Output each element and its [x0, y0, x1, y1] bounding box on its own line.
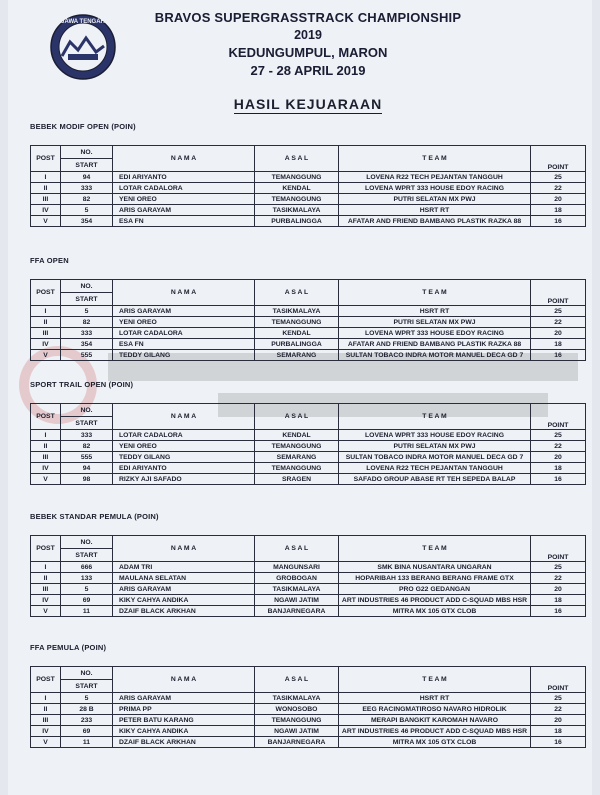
cell-start-no: 233	[61, 715, 113, 726]
cell-post: V	[31, 474, 61, 485]
results-section	[30, 512, 585, 617]
cell-start-no: 555	[61, 452, 113, 463]
cell-team: HSRT RT	[339, 205, 531, 216]
cell-start-no: 5	[61, 693, 113, 704]
results-table	[30, 279, 586, 361]
table-row	[31, 194, 586, 205]
header-start: START	[61, 159, 113, 172]
table-row	[31, 606, 586, 617]
event-year: 2019	[294, 28, 322, 42]
table-row	[31, 430, 586, 441]
table-row	[31, 715, 586, 726]
result-sheet	[8, 0, 592, 795]
cell-point: 25	[531, 562, 586, 573]
cell-point: 22	[531, 573, 586, 584]
cell-start-no: 133	[61, 573, 113, 584]
table-row	[31, 737, 586, 748]
cell-point: 25	[531, 693, 586, 704]
cell-team: ART INDUSTRIES 46 PRODUCT ADD C-SQUAD MBS HSR	[339, 726, 531, 737]
cell-post: V	[31, 606, 61, 617]
cell-nama: PETER BATU KARANG	[113, 715, 255, 726]
cell-start-no: 94	[61, 463, 113, 474]
cell-start-no: 333	[61, 328, 113, 339]
cell-team: LOVENA WPRT 333 HOUSE EDOY RACING	[339, 183, 531, 194]
header-team: T E A M	[339, 146, 531, 172]
cell-start-no: 5	[61, 205, 113, 216]
cell-start-no: 82	[61, 317, 113, 328]
results-heading-text: HASIL KEJUARAAN	[233, 96, 383, 112]
cell-post: I	[31, 172, 61, 183]
header-post: POST	[31, 280, 61, 306]
cell-team: LOVENA R22 TECH PEJANTAN TANGGUH	[339, 463, 531, 474]
section-title: SPORT TRAIL OPEN (POIN)	[30, 380, 134, 389]
cell-start-no: 11	[61, 606, 113, 617]
cell-post: V	[31, 350, 61, 361]
cell-asal: BANJARNEGARA	[255, 606, 339, 617]
cell-point: 18	[531, 463, 586, 474]
table-row	[31, 328, 586, 339]
header-point: POINT	[531, 280, 586, 306]
cell-asal: NGAWI JATIM	[255, 595, 339, 606]
cell-team: AFATAR AND FRIEND BAMBANG PLASTIK RAZKA 88	[339, 216, 531, 227]
cell-point: 20	[531, 328, 586, 339]
cell-nama: ESA FN	[113, 216, 255, 227]
results-table	[30, 145, 586, 227]
cell-post: IV	[31, 205, 61, 216]
cell-asal: TASIKMALAYA	[255, 205, 339, 216]
results-heading	[158, 96, 458, 112]
cell-start-no: 69	[61, 595, 113, 606]
cell-asal: KENDAL	[255, 430, 339, 441]
cell-post: I	[31, 430, 61, 441]
cell-team: MITRA MX 105 GTX CLOB	[339, 737, 531, 748]
cell-post: II	[31, 441, 61, 452]
cell-nama: TEDDY GILANG	[113, 350, 255, 361]
cell-post: III	[31, 194, 61, 205]
header-post: POST	[31, 536, 61, 562]
results-table	[30, 666, 586, 748]
table-row	[31, 205, 586, 216]
header-asal: A S A L	[255, 536, 339, 562]
cell-nama: YENI OREO	[113, 441, 255, 452]
cell-start-no: 82	[61, 194, 113, 205]
cell-point: 16	[531, 350, 586, 361]
section-title: BEBEK MODIF OPEN (POIN)	[30, 122, 136, 131]
table-row	[31, 573, 586, 584]
cell-post: IV	[31, 726, 61, 737]
cell-team: HOPARIBAH 133 BERANG BERANG FRAME GTX	[339, 573, 531, 584]
cell-post: II	[31, 317, 61, 328]
header-asal: A S A L	[255, 404, 339, 430]
cell-asal: SEMARANG	[255, 452, 339, 463]
table-row	[31, 562, 586, 573]
cell-nama: LOTAR CADALORA	[113, 430, 255, 441]
header-start: START	[61, 549, 113, 562]
cell-team: MERAPI BANGKIT KAROMAH NAVARO	[339, 715, 531, 726]
table-row	[31, 339, 586, 350]
cell-asal: NGAWI JATIM	[255, 726, 339, 737]
results-section	[30, 256, 585, 361]
header-no: NO.	[61, 667, 113, 680]
cell-team: MITRA MX 105 GTX CLOB	[339, 606, 531, 617]
cell-asal: PURBALINGGA	[255, 216, 339, 227]
cell-nama: KIKY CAHYA ANDIKA	[113, 595, 255, 606]
cell-start-no: 98	[61, 474, 113, 485]
cell-start-no: 354	[61, 216, 113, 227]
table-row	[31, 452, 586, 463]
header-asal: A S A L	[255, 146, 339, 172]
event-title: BRAVOS SUPERGRASSTRACK CHAMPIONSHIP	[154, 10, 462, 25]
cell-point: 22	[531, 704, 586, 715]
cell-team: PRO G22 GEDANGAN	[339, 584, 531, 595]
cell-nama: DZAIF BLACK ARKHAN	[113, 737, 255, 748]
cell-asal: TEMANGGUNG	[255, 194, 339, 205]
cell-point: 18	[531, 595, 586, 606]
cell-nama: YENI OREO	[113, 194, 255, 205]
cell-post: V	[31, 216, 61, 227]
cell-post: I	[31, 693, 61, 704]
cell-point: 18	[531, 726, 586, 737]
header-nama: N A M A	[113, 146, 255, 172]
table-row	[31, 704, 586, 715]
header-no: NO.	[61, 404, 113, 417]
cell-asal: SEMARANG	[255, 350, 339, 361]
cell-post: II	[31, 573, 61, 584]
cell-asal: TASIKMALAYA	[255, 306, 339, 317]
cell-team: ART INDUSTRIES 46 PRODUCT ADD C-SQUAD MBS HSR	[339, 595, 531, 606]
cell-nama: EDI ARIYANTO	[113, 172, 255, 183]
cell-team: LOVENA R22 TECH PEJANTAN TANGGUH	[339, 172, 531, 183]
cell-nama: YENI OREO	[113, 317, 255, 328]
table-header-row	[31, 280, 586, 293]
cell-post: IV	[31, 463, 61, 474]
cell-nama: ARIS GARAYAM	[113, 306, 255, 317]
cell-point: 25	[531, 306, 586, 317]
header-team: T E A M	[339, 667, 531, 693]
table-row	[31, 350, 586, 361]
cell-team: AFATAR AND FRIEND BAMBANG PLASTIK RAZKA 88	[339, 339, 531, 350]
header-asal: A S A L	[255, 667, 339, 693]
cell-nama: RIZKY AJI SAFADO	[113, 474, 255, 485]
event-date: 27 - 28 APRIL 2019	[250, 63, 366, 78]
cell-team: LOVENA WPRT 333 HOUSE EDOY RACING	[339, 430, 531, 441]
header-team: T E A M	[339, 536, 531, 562]
table-header-row	[31, 404, 586, 417]
cell-nama: TEDDY GILANG	[113, 452, 255, 463]
header-post: POST	[31, 146, 61, 172]
cell-team: HSRT RT	[339, 693, 531, 704]
cell-post: III	[31, 584, 61, 595]
cell-start-no: 555	[61, 350, 113, 361]
cell-start-no: 333	[61, 183, 113, 194]
section-title: BEBEK STANDAR PEMULA (POIN)	[30, 512, 159, 521]
cell-point: 20	[531, 194, 586, 205]
cell-nama: ARIS GARAYAM	[113, 205, 255, 216]
table-row	[31, 216, 586, 227]
cell-point: 20	[531, 452, 586, 463]
cell-asal: BANJARNEGARA	[255, 737, 339, 748]
cell-start-no: 69	[61, 726, 113, 737]
cell-post: V	[31, 737, 61, 748]
header-start: START	[61, 417, 113, 430]
cell-start-no: 666	[61, 562, 113, 573]
cell-team: SAFADO GROUP ABASE RT TEH SEPEDA BALAP	[339, 474, 531, 485]
cell-point: 16	[531, 474, 586, 485]
cell-point: 18	[531, 339, 586, 350]
table-header-row	[31, 146, 586, 159]
event-header	[118, 10, 498, 78]
cell-asal: TASIKMALAYA	[255, 584, 339, 595]
cell-team: SULTAN TOBACO INDRA MOTOR MANUEL DECA GD 7	[339, 350, 531, 361]
table-row	[31, 172, 586, 183]
event-location: KEDUNGUMPUL, MARON	[228, 45, 388, 60]
cell-post: III	[31, 328, 61, 339]
section-title: FFA OPEN	[30, 256, 69, 265]
cell-asal: TEMANGGUNG	[255, 317, 339, 328]
cell-team: SMK BINA NUSANTARA UNGARAN	[339, 562, 531, 573]
section-title: FFA PEMULA (POIN)	[30, 643, 107, 652]
table-row	[31, 441, 586, 452]
cell-nama: ARIS GARAYAM	[113, 693, 255, 704]
cell-nama: ARIS GARAYAM	[113, 584, 255, 595]
cell-point: 20	[531, 715, 586, 726]
cell-point: 22	[531, 317, 586, 328]
header-no: NO.	[61, 536, 113, 549]
cell-start-no: 94	[61, 172, 113, 183]
cell-start-no: 82	[61, 441, 113, 452]
cell-point: 25	[531, 430, 586, 441]
cell-team: PUTRI SELATAN MX PWJ	[339, 441, 531, 452]
cell-asal: KENDAL	[255, 183, 339, 194]
cell-asal: TEMANGGUNG	[255, 463, 339, 474]
table-row	[31, 317, 586, 328]
cell-point: 22	[531, 441, 586, 452]
cell-post: I	[31, 562, 61, 573]
cell-start-no: 11	[61, 737, 113, 748]
cell-nama: EDI ARIYANTO	[113, 463, 255, 474]
cell-point: 18	[531, 205, 586, 216]
table-row	[31, 693, 586, 704]
cell-post: III	[31, 452, 61, 463]
cell-point: 16	[531, 216, 586, 227]
table-row	[31, 463, 586, 474]
cell-start-no: 5	[61, 584, 113, 595]
logo-text: JAWA TENGAH	[61, 19, 105, 25]
cell-start-no: 354	[61, 339, 113, 350]
header-point: POINT	[531, 404, 586, 430]
cell-point: 20	[531, 584, 586, 595]
cell-asal: TEMANGGUNG	[255, 715, 339, 726]
cell-asal: GROBOGAN	[255, 573, 339, 584]
header-start: START	[61, 293, 113, 306]
header-no: NO.	[61, 146, 113, 159]
table-row	[31, 183, 586, 194]
cell-team: SULTAN TOBACO INDRA MOTOR MANUEL DECA GD 7	[339, 452, 531, 463]
results-table	[30, 403, 586, 485]
cell-team: PUTRI SELATAN MX PWJ	[339, 317, 531, 328]
table-row	[31, 726, 586, 737]
header-no: NO.	[61, 280, 113, 293]
cell-nama: ADAM TRI	[113, 562, 255, 573]
cell-nama: ESA FN	[113, 339, 255, 350]
cell-nama: LOTAR CADALORA	[113, 328, 255, 339]
cell-post: III	[31, 715, 61, 726]
table-row	[31, 595, 586, 606]
cell-nama: LOTAR CADALORA	[113, 183, 255, 194]
cell-asal: SRAGEN	[255, 474, 339, 485]
cell-asal: MANGUNSARI	[255, 562, 339, 573]
cell-start-no: 333	[61, 430, 113, 441]
cell-start-no: 28 B	[61, 704, 113, 715]
header-nama: N A M A	[113, 536, 255, 562]
cell-asal: TEMANGGUNG	[255, 441, 339, 452]
header-nama: N A M A	[113, 404, 255, 430]
header-team: T E A M	[339, 404, 531, 430]
cell-team: PUTRI SELATAN MX PWJ	[339, 194, 531, 205]
cell-post: II	[31, 183, 61, 194]
header-team: T E A M	[339, 280, 531, 306]
table-row	[31, 584, 586, 595]
table-header-row	[31, 667, 586, 680]
cell-team: LOVENA WPRT 333 HOUSE EDOY RACING	[339, 328, 531, 339]
header-point: POINT	[531, 536, 586, 562]
cell-post: II	[31, 704, 61, 715]
table-row	[31, 306, 586, 317]
cell-team: HSRT RT	[339, 306, 531, 317]
cell-asal: WONOSOBO	[255, 704, 339, 715]
cell-point: 25	[531, 172, 586, 183]
cell-point: 16	[531, 737, 586, 748]
header-asal: A S A L	[255, 280, 339, 306]
header-post: POST	[31, 404, 61, 430]
header-nama: N A M A	[113, 667, 255, 693]
table-header-row	[31, 536, 586, 549]
cell-nama: MAULANA SELATAN	[113, 573, 255, 584]
cell-point: 22	[531, 183, 586, 194]
cell-post: IV	[31, 595, 61, 606]
cell-asal: PURBALINGGA	[255, 339, 339, 350]
cell-post: IV	[31, 339, 61, 350]
cell-start-no: 5	[61, 306, 113, 317]
results-table	[30, 535, 586, 617]
cell-asal: KENDAL	[255, 328, 339, 339]
header-point: POINT	[531, 667, 586, 693]
cell-post: I	[31, 306, 61, 317]
cell-nama: DZAIF BLACK ARKHAN	[113, 606, 255, 617]
results-section	[30, 643, 585, 748]
cell-asal: TEMANGGUNG	[255, 172, 339, 183]
table-row	[31, 474, 586, 485]
jawa-tengah-logo	[48, 12, 118, 82]
cell-asal: TASIKMALAYA	[255, 693, 339, 704]
cell-nama: KIKY CAHYA ANDIKA	[113, 726, 255, 737]
results-section	[30, 380, 585, 485]
header-point: POINT	[531, 146, 586, 172]
header-start: START	[61, 680, 113, 693]
cell-team: EEG RACINGMATIROSO NAVARO HIDROLIK	[339, 704, 531, 715]
results-section	[30, 122, 585, 227]
cell-nama: PRIMA PP	[113, 704, 255, 715]
cell-point: 16	[531, 606, 586, 617]
header-nama: N A M A	[113, 280, 255, 306]
header-post: POST	[31, 667, 61, 693]
